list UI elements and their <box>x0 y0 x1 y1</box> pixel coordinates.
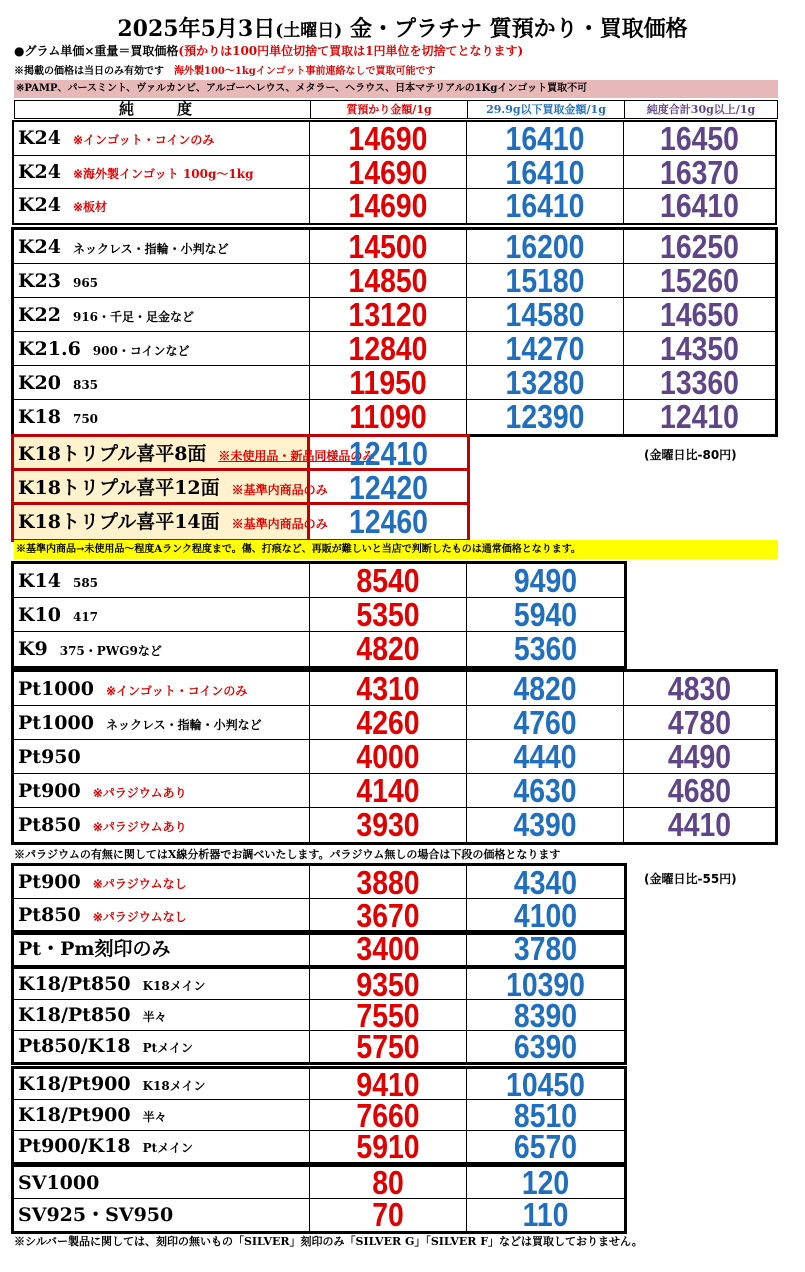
price-cell <box>310 153 467 191</box>
price-row <box>14 632 624 666</box>
price-row <box>14 332 775 366</box>
price-row <box>14 400 775 434</box>
bulk-price: 16410 <box>660 187 739 224</box>
price-cell <box>467 264 624 298</box>
price-cell <box>310 366 467 400</box>
price-group-gold1 <box>12 120 777 225</box>
purity-name: K22 <box>18 304 61 326</box>
purity-label <box>14 632 310 666</box>
purity-name: Pt850 <box>18 904 81 926</box>
buy-price: 12460 <box>349 503 428 540</box>
price-row <box>14 505 467 539</box>
bulk-price: 14650 <box>660 296 739 333</box>
purity-name: K18 <box>18 406 61 428</box>
price-cell <box>467 997 624 1034</box>
price-cell <box>467 1097 624 1134</box>
title-day: (土曜日) <box>275 21 343 41</box>
purity-note: ※海外製インゴット 100g～1kg <box>72 166 254 181</box>
buy-price: 14580 <box>505 296 585 333</box>
pawn-price: 3930 <box>356 806 420 843</box>
purity-note: 417 <box>72 610 99 624</box>
purity-note: 375・PWG9など <box>59 644 162 658</box>
purity-label <box>14 298 310 332</box>
purity-label <box>14 1199 310 1231</box>
ingot-exclusion-banner: ※PAMP、パースミント、ヴァルカンビ、アルゴーヘレウス、メタラー、ヘラウス、日本マテリアルの1Kgインゴット買取不可 <box>14 80 778 98</box>
price-cell <box>310 230 467 264</box>
buy-price: 10390 <box>506 966 585 1003</box>
buy-price: 10450 <box>506 1066 585 1103</box>
purity-name: Pt850/K18 <box>18 1035 131 1057</box>
pawn-price: 70 <box>372 1196 404 1233</box>
purity-label <box>14 122 310 156</box>
price-cell <box>310 505 467 539</box>
purity-label <box>14 564 310 598</box>
price-cell <box>624 122 775 156</box>
silver-note: ※シルバー製品に関しては、刻印の無いもの「SILVER」刻印のみ「SILVER G」「SILVER F」などは買取しておりません。 <box>14 1235 643 1248</box>
formula-line <box>14 42 523 59</box>
price-cell <box>310 672 467 706</box>
price-group-pt1 <box>11 669 778 845</box>
purity-name: K24 <box>18 160 61 183</box>
buy-price: 16200 <box>505 228 585 265</box>
purity-label <box>14 1069 310 1100</box>
buy-price: 12390 <box>505 398 585 435</box>
price-group-stamp <box>11 930 627 968</box>
price-cell <box>310 997 467 1034</box>
bulk-price: 14350 <box>660 330 739 367</box>
purity-label <box>14 598 310 632</box>
buy-price: 5360 <box>513 630 578 667</box>
page-title <box>0 12 805 43</box>
pawn-price: 14690 <box>348 120 428 157</box>
purity-note: ※インゴット・コインのみ <box>105 684 248 698</box>
purity-name: K18/Pt850 <box>18 973 131 995</box>
price-cell <box>467 1066 624 1103</box>
purity-name: Pt900 <box>18 780 81 802</box>
price-cell <box>624 230 775 264</box>
price-cell <box>624 298 775 332</box>
purity-name: Pt950 <box>18 746 81 768</box>
purity-note: ネックレス・指輪・小判など <box>72 242 229 256</box>
pawn-price: 4260 <box>356 704 420 741</box>
purity-label <box>14 505 328 539</box>
price-cell <box>467 366 624 400</box>
price-row <box>14 153 775 191</box>
purity-label <box>14 969 310 1000</box>
bulk-price: 4490 <box>667 738 732 775</box>
price-cell <box>467 598 624 632</box>
purity-label <box>14 264 310 298</box>
buy-price: 14270 <box>505 330 585 367</box>
purity-note: ※パラジウムあり <box>92 786 187 800</box>
price-cell <box>467 966 624 1003</box>
purity-label <box>14 866 310 899</box>
header-buy-price: 29.9g以下買取金額/1g <box>467 100 625 119</box>
price-row <box>14 1066 624 1103</box>
buy-price: 6570 <box>513 1128 578 1165</box>
price-row <box>14 598 624 632</box>
purity-name: K18/Pt850 <box>18 1004 131 1026</box>
buy-price: 4340 <box>513 864 578 901</box>
price-cell <box>624 153 775 191</box>
purity-note: 900・コインなど <box>92 344 190 358</box>
purity-label <box>14 230 310 264</box>
purity-name: K18トリプル喜平12面 <box>18 477 220 499</box>
purity-label <box>14 366 310 400</box>
purity-name: Pt1000 <box>18 712 94 734</box>
buy-price: 12410 <box>349 435 428 472</box>
purity-name: K18トリプル喜平14面 <box>18 511 220 533</box>
price-cell <box>467 774 624 808</box>
purity-name: K10 <box>18 604 61 626</box>
price-row <box>14 774 775 808</box>
price-cell <box>310 298 467 332</box>
price-cell <box>467 332 624 366</box>
pt-diff-note: (金曜日比-55円) <box>644 872 737 886</box>
buy-price: 16410 <box>505 153 585 191</box>
purity-label <box>14 933 310 965</box>
bulk-price: 15260 <box>660 262 739 299</box>
purity-name: K23 <box>18 270 61 292</box>
price-cell <box>467 153 624 191</box>
pawn-price: 4310 <box>356 670 420 707</box>
price-cell <box>467 930 624 967</box>
price-cell <box>467 400 624 434</box>
purity-name: K14 <box>18 570 61 592</box>
purity-note: 750 <box>72 412 99 426</box>
pawn-price: 4140 <box>356 772 420 809</box>
pawn-price: 11090 <box>349 398 427 435</box>
price-cell <box>624 332 775 366</box>
price-row <box>14 366 775 400</box>
purity-label <box>14 471 328 505</box>
purity-label <box>14 156 310 190</box>
buy-price: 4820 <box>513 670 577 707</box>
bulk-price: 4680 <box>667 772 732 809</box>
purity-label <box>14 1131 310 1162</box>
purity-label <box>14 437 375 471</box>
ingot-note: 海外製100～1kgインゴット事前連絡なしで買取可能です <box>174 66 436 77</box>
price-row <box>14 264 775 298</box>
price-cell <box>624 740 775 774</box>
pawn-price: 14850 <box>348 262 428 299</box>
price-cell <box>467 899 624 932</box>
header-bulk-price: 純度合計30g以上/1g <box>624 100 778 119</box>
price-cell <box>467 1028 624 1065</box>
price-row <box>14 740 775 774</box>
purity-note: Ptメイン <box>142 1041 193 1055</box>
title-text: 金・プラチナ 質預かり・買取価格 <box>342 16 688 42</box>
price-cell <box>310 1196 467 1233</box>
buy-price: 12420 <box>349 469 428 506</box>
pawn-price: 5910 <box>356 1128 420 1165</box>
price-row <box>14 1128 624 1165</box>
purity-note: 半々 <box>142 1010 167 1024</box>
price-cell <box>467 632 624 666</box>
price-row <box>14 966 624 1003</box>
price-cell <box>624 808 775 842</box>
buy-price: 16410 <box>505 187 585 224</box>
price-row <box>14 189 775 223</box>
purity-note: ※基準内商品のみ <box>231 483 328 497</box>
purity-name: K20 <box>18 372 61 394</box>
price-cell <box>467 808 624 842</box>
price-row <box>14 706 775 740</box>
price-row <box>14 1164 624 1201</box>
gold-diff-note: (金曜日比-80円) <box>644 448 737 462</box>
pawn-price: 3670 <box>356 897 420 934</box>
price-cell <box>624 774 775 808</box>
buy-price: 13280 <box>505 364 585 401</box>
purity-name: Pt850 <box>18 814 81 836</box>
price-cell <box>310 899 467 932</box>
price-cell <box>310 189 467 223</box>
buy-price: 4630 <box>513 772 577 809</box>
pawn-price: 14500 <box>348 228 428 265</box>
purity-name: Pt900 <box>18 871 81 893</box>
purity-label <box>14 1100 310 1131</box>
price-cell <box>310 866 467 899</box>
purity-note: ※板材 <box>72 200 108 214</box>
price-row <box>14 230 775 264</box>
purity-note: 916・千足・足金など <box>72 310 195 324</box>
pawn-price: 5750 <box>356 1028 420 1065</box>
price-cell <box>310 740 467 774</box>
price-cell <box>624 706 775 740</box>
purity-name: K18/Pt900 <box>18 1104 131 1126</box>
buy-price: 16410 <box>505 120 585 157</box>
price-cell <box>310 808 467 842</box>
purity-label <box>14 774 310 808</box>
price-group-lowgold <box>11 561 627 669</box>
price-cell <box>467 740 624 774</box>
purity-label <box>14 808 310 842</box>
price-cell <box>624 672 775 706</box>
purity-label <box>14 1167 310 1199</box>
price-cell <box>467 230 624 264</box>
standard-note-banner: ※基準内商品→未使用品～程度Aランク程度まで。傷、打痕など、再販が難しいと当店で判断したものは通常価格となります。 <box>14 540 778 559</box>
bulk-price: 13360 <box>660 364 739 401</box>
price-cell <box>310 471 467 505</box>
price-row <box>14 1028 624 1065</box>
price-row <box>14 1196 624 1233</box>
price-cell <box>467 564 624 598</box>
purity-label <box>14 740 310 774</box>
purity-note: 半々 <box>142 1110 167 1124</box>
price-group-silver <box>11 1164 627 1234</box>
purity-name: SV1000 <box>18 1172 100 1194</box>
price-row <box>14 437 467 471</box>
buy-price: 3780 <box>513 930 578 967</box>
buy-price: 6390 <box>513 1028 578 1065</box>
price-cell <box>467 189 624 223</box>
purity-name: K24 <box>18 127 61 149</box>
price-row <box>14 122 775 156</box>
price-group-kihei <box>11 434 470 542</box>
price-cell <box>467 1196 624 1233</box>
price-group-gold2 <box>11 227 778 437</box>
price-group-combo850 <box>11 966 627 1065</box>
purity-name: Pt1000 <box>18 678 94 700</box>
price-cell <box>624 189 775 223</box>
buy-price: 15180 <box>505 262 585 299</box>
price-row <box>14 808 775 842</box>
price-cell <box>310 1066 467 1103</box>
price-cell <box>624 400 775 434</box>
purity-name: K18トリプル喜平8面 <box>18 443 207 465</box>
pawn-price: 14690 <box>348 153 428 191</box>
validity-line <box>14 62 436 77</box>
buy-price: 9490 <box>513 562 578 599</box>
purity-name: K18/Pt900 <box>18 1073 131 1095</box>
pawn-price: 7660 <box>356 1097 420 1134</box>
header-purity: 純 度 <box>14 100 311 119</box>
price-cell <box>467 672 624 706</box>
header-pawn-price: 質預かり金額/1g <box>310 100 468 119</box>
price-row <box>14 899 624 932</box>
price-cell <box>467 122 624 156</box>
bulk-price: 12410 <box>660 398 739 435</box>
purity-label <box>14 1000 310 1031</box>
price-cell <box>310 437 467 471</box>
buy-price: 4390 <box>513 806 577 843</box>
purity-name: Pt900/K18 <box>18 1135 131 1157</box>
price-cell <box>624 264 775 298</box>
buy-price: 8390 <box>513 997 578 1034</box>
bulk-price: 16250 <box>660 228 739 265</box>
price-cell <box>467 1164 624 1201</box>
purity-label <box>14 400 310 434</box>
price-row <box>14 564 624 598</box>
purity-name: K21.6 <box>18 338 81 360</box>
price-cell <box>310 774 467 808</box>
pawn-price: 9350 <box>356 966 420 1003</box>
purity-note: ※未使用品・新品同様品のみ <box>218 449 375 463</box>
pawn-price: 12840 <box>348 330 428 367</box>
bulk-price: 16370 <box>660 153 739 191</box>
pawn-price: 8540 <box>356 562 420 599</box>
purity-label <box>14 672 310 706</box>
price-cell <box>310 332 467 366</box>
price-cell <box>310 1097 467 1134</box>
pawn-price: 3880 <box>356 864 420 901</box>
buy-price: 4760 <box>513 704 577 741</box>
pawn-price: 4820 <box>356 630 420 667</box>
price-cell <box>467 298 624 332</box>
purity-note: ネックレス・指輪・小判など <box>105 718 262 732</box>
price-cell <box>310 1164 467 1201</box>
palladium-note: ※パラジウムの有無に関してはX線分析器でお調べいたします。パラジウム無しの場合は下段の価格となります <box>14 848 561 861</box>
pawn-price: 14690 <box>348 187 428 224</box>
purity-label <box>14 706 310 740</box>
buy-price: 4100 <box>513 897 578 934</box>
purity-note: K18メイン <box>142 979 206 993</box>
price-cell <box>310 632 467 666</box>
buy-price: 4440 <box>513 738 577 775</box>
pawn-price: 7550 <box>356 997 420 1034</box>
purity-name: K24 <box>18 236 61 258</box>
title-date: 2025年5月3日 <box>117 16 276 42</box>
price-cell <box>310 706 467 740</box>
price-cell <box>310 930 467 967</box>
price-cell <box>310 598 467 632</box>
price-cell <box>310 1028 467 1065</box>
purity-label <box>14 1031 310 1062</box>
price-cell <box>467 1128 624 1165</box>
purity-name: SV925・SV950 <box>18 1204 174 1226</box>
price-cell <box>467 706 624 740</box>
price-cell <box>624 366 775 400</box>
validity-text: ※掲載の価格は当日のみ有効です <box>14 66 174 77</box>
bulk-price: 4830 <box>667 670 732 707</box>
pawn-price: 5350 <box>356 596 420 633</box>
buy-price: 110 <box>522 1196 569 1233</box>
purity-note: K18メイン <box>142 1079 206 1093</box>
buy-price: 5940 <box>513 596 578 633</box>
purity-note: ※パラジウムなし <box>92 877 187 891</box>
rounding-note: (預かりは100円単位切捨て買取は1円単位を切捨てとなります) <box>178 44 524 58</box>
buy-price: 120 <box>521 1164 570 1201</box>
price-row <box>14 930 624 967</box>
purity-name: Pt・Pm刻印のみ <box>18 938 171 960</box>
purity-note: 835 <box>72 378 99 392</box>
buy-price: 8510 <box>513 1097 578 1134</box>
price-row <box>14 471 467 505</box>
pawn-price: 11950 <box>349 364 427 401</box>
pawn-price: 80 <box>372 1164 404 1201</box>
purity-name: K24 <box>18 194 61 216</box>
purity-note: 585 <box>72 576 99 590</box>
price-cell <box>310 264 467 298</box>
purity-note: ※パラジウムあり <box>92 820 187 834</box>
bulk-price: 4780 <box>667 704 732 741</box>
purity-note: Ptメイン <box>142 1141 193 1155</box>
price-cell <box>310 966 467 1003</box>
formula-text: ●グラム単価×重量＝買取価格 <box>14 44 179 58</box>
purity-note: ※パラジウムなし <box>92 910 187 924</box>
pawn-price: 4000 <box>356 738 420 775</box>
price-cell <box>310 564 467 598</box>
price-group-combo900 <box>11 1066 627 1165</box>
bulk-price: 4410 <box>667 806 732 843</box>
price-row <box>14 866 624 899</box>
purity-note: ※基準内商品のみ <box>231 517 328 531</box>
bulk-price: 16450 <box>660 120 739 157</box>
price-row <box>14 298 775 332</box>
purity-note: ※インゴット・コインのみ <box>72 133 215 147</box>
purity-note: 965 <box>72 276 99 290</box>
pawn-price: 9410 <box>356 1066 420 1103</box>
purity-label <box>14 332 310 366</box>
purity-name: K9 <box>18 638 48 660</box>
pawn-price: 3400 <box>356 930 420 967</box>
price-cell <box>467 866 624 899</box>
price-group-pt2 <box>11 863 627 935</box>
pawn-price: 13120 <box>348 296 428 333</box>
price-cell <box>310 1128 467 1165</box>
price-row <box>14 1097 624 1134</box>
price-row <box>14 672 775 706</box>
price-row <box>14 997 624 1034</box>
price-cell <box>310 122 467 156</box>
purity-label <box>14 899 310 932</box>
price-cell <box>310 400 467 434</box>
purity-label <box>14 189 310 223</box>
